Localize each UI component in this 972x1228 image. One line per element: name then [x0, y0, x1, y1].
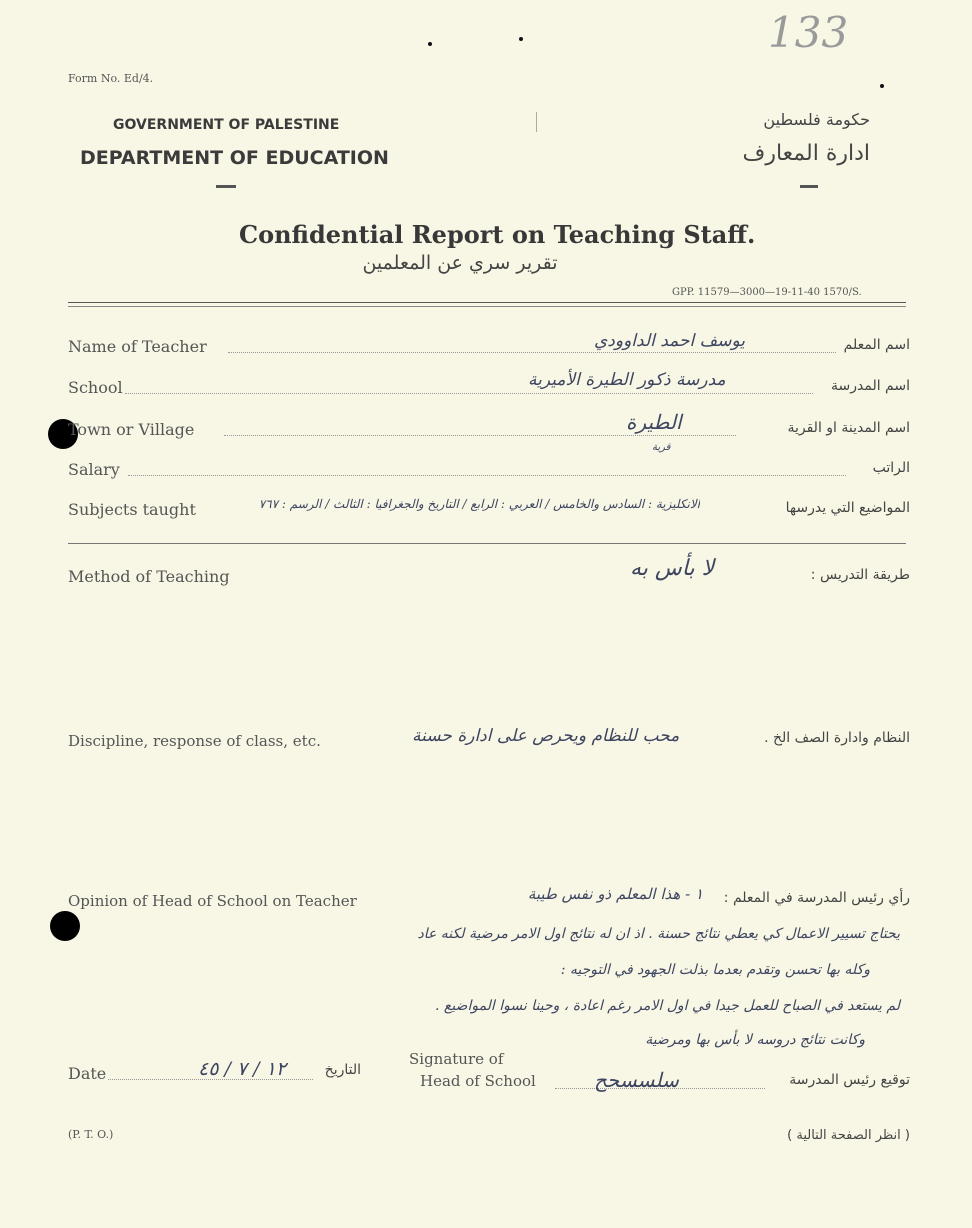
- page-number: 133: [768, 8, 849, 57]
- school-label-arabic: اسم المدرسة: [831, 378, 910, 394]
- school-label: School: [68, 378, 123, 397]
- department-title-arabic: ادارة المعارف: [742, 141, 870, 166]
- title-rule-thin: [68, 306, 906, 307]
- method-label: Method of Teaching: [68, 567, 230, 586]
- pto-label-arabic: ( انظر الصفحة التالية ): [787, 1128, 910, 1143]
- name-label-arabic: اسم المعلم: [843, 337, 910, 353]
- name-value: يوسف احمد الداوودي: [594, 331, 745, 351]
- town-label-arabic: اسم المدينة او القرية: [787, 420, 910, 436]
- opinion-label-arabic: رأي رئيس المدرسة في المعلم :: [723, 890, 910, 906]
- subjects-label-arabic: المواضيع التي يدرسها: [785, 500, 910, 516]
- method-value: لا بأس به: [630, 556, 715, 581]
- signature-value: سلسسحح: [594, 1068, 679, 1092]
- government-title-arabic: حكومة فلسطين: [763, 110, 870, 129]
- government-title: GOVERNMENT OF PALESTINE: [113, 117, 340, 133]
- signature-label-line-1: Signature of: [409, 1050, 504, 1068]
- form-number: Form No. Ed/4.: [68, 72, 154, 85]
- discipline-label: Discipline, response of class, etc.: [68, 732, 321, 750]
- header-divider-left: [216, 185, 236, 188]
- section-rule: [68, 543, 906, 544]
- center-tick: [536, 112, 537, 132]
- department-title: DEPARTMENT OF EDUCATION: [80, 147, 389, 169]
- salary-dotted-line: [128, 475, 846, 476]
- print-reference: GPP. 11579—3000—19-11-40 1570/S.: [672, 287, 862, 298]
- speck: [880, 84, 884, 88]
- town-note: قرية: [652, 442, 671, 453]
- opinion-line-2: يحتاج تسيير الاعمال كي يعطي نتائج حسنة . اذ ان له نتائج اول الامر مرضية لكنه عاد: [417, 926, 900, 942]
- opinion-line-4: لم يستعد في الصباح للعمل جيدا في اول الامر رغم اعادة ، وحينا نسوا المواضيع .: [434, 998, 900, 1014]
- subjects-label: Subjects taught: [68, 500, 196, 519]
- punch-hole: [50, 911, 80, 941]
- speck: [519, 37, 523, 41]
- opinion-label: Opinion of Head of School on Teacher: [68, 892, 357, 910]
- method-label-arabic: طريقة التدريس :: [810, 567, 910, 583]
- town-value: الطيرة: [626, 410, 682, 434]
- discipline-label-arabic: النظام وادارة الصف الخ .: [764, 730, 910, 746]
- name-dotted-line: [228, 352, 836, 353]
- opinion-line-1: ١ - هذا المعلم ذو نفس طيبة: [527, 885, 703, 903]
- salary-label: Salary: [68, 460, 120, 479]
- opinion-line-5: وكانت نتائج دروسه لا بأس بها ومرضية: [645, 1032, 865, 1048]
- town-label: Town or Village: [68, 420, 195, 439]
- discipline-value: محب للنظام ويحرص على ادارة حسنة: [412, 726, 680, 746]
- speck: [428, 42, 432, 46]
- report-title-arabic: تقرير سري عن المعلمين: [362, 252, 558, 274]
- name-label: Name of Teacher: [68, 337, 207, 356]
- school-value: مدرسة ذكور الطيرة الأميرية: [528, 370, 726, 390]
- date-value: ١٢ / ٧ / ٤٥: [198, 1058, 287, 1080]
- subjects-value: الانكليزية : السادس والخامس / العربي : الرابع / التاريخ والجغرافيا : الثالث / الرسم : ٧٦٧: [258, 497, 700, 511]
- signature-label-arabic: توقيع رئيس المدرسة: [789, 1072, 910, 1088]
- date-label: Date: [68, 1064, 107, 1083]
- signature-label-line-2: Head of School: [420, 1072, 536, 1090]
- salary-label-arabic: الراتب: [872, 460, 910, 476]
- title-rule: [68, 302, 906, 303]
- pto-label: (P. T. O.): [68, 1128, 114, 1141]
- date-label-arabic: التاريخ: [324, 1062, 361, 1078]
- opinion-line-3: وكله بها تحسن وتقدم بعدما بذلت الجهود في التوجيه :: [560, 962, 870, 978]
- report-title: Confidential Report on Teaching Staff.: [239, 220, 756, 249]
- town-dotted-line: [224, 435, 736, 436]
- header-divider-right: [800, 185, 818, 188]
- school-dotted-line: [125, 393, 813, 394]
